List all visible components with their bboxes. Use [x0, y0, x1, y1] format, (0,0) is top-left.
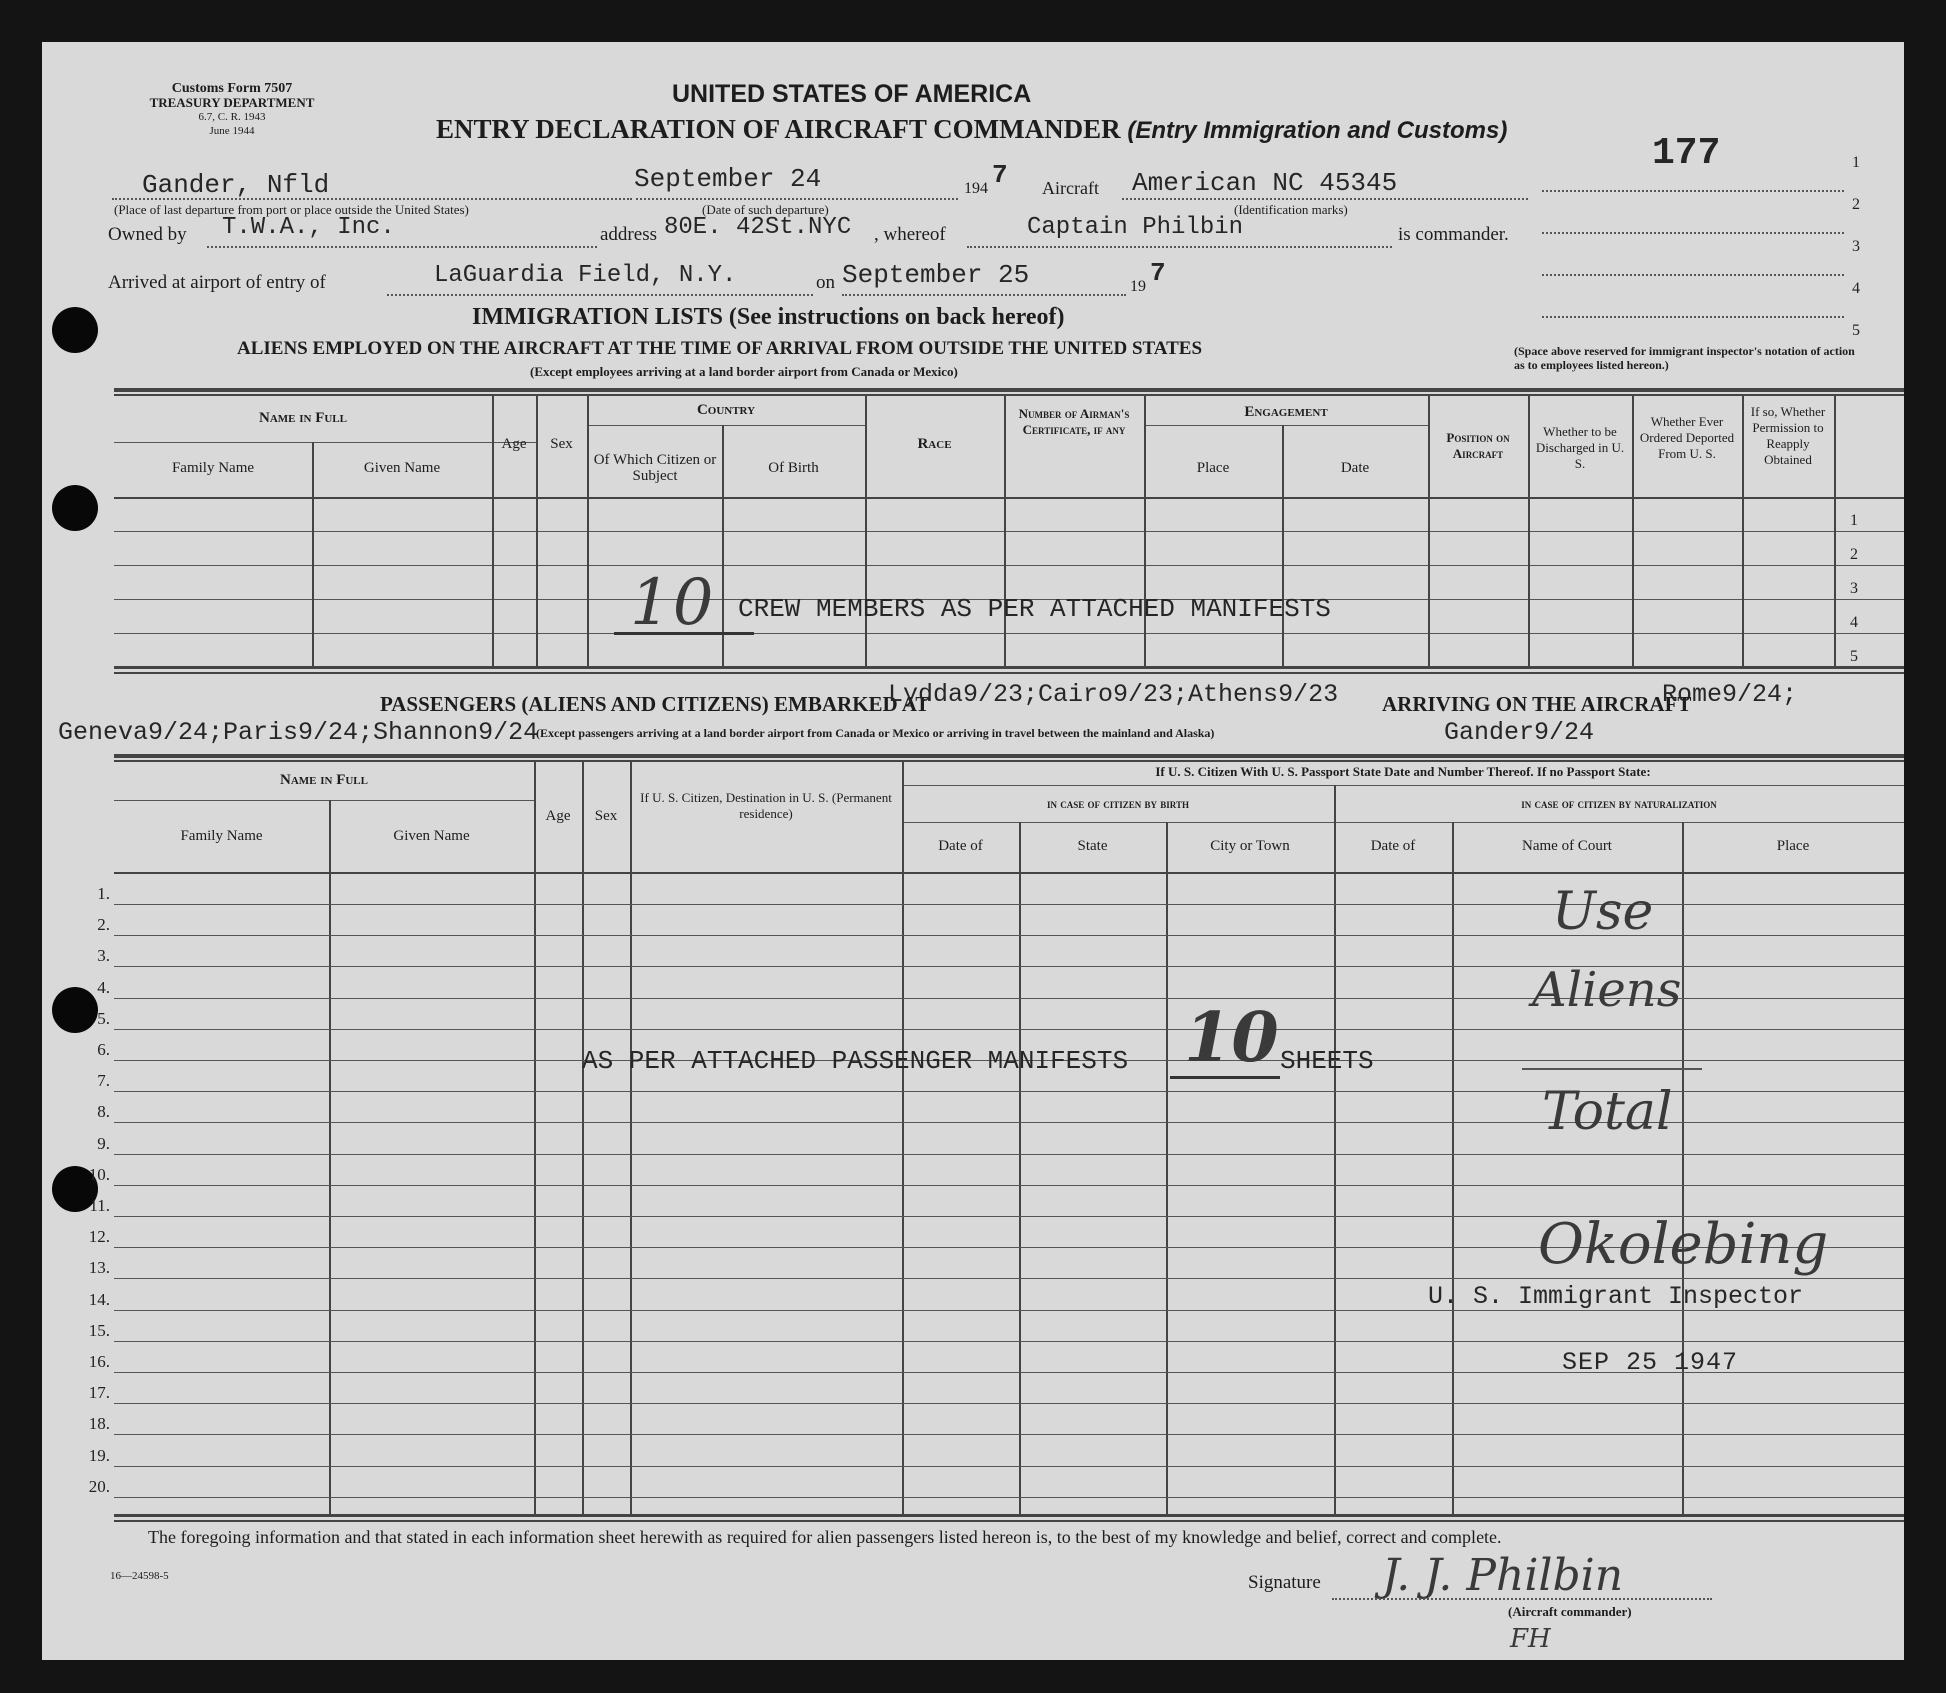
table-rule	[865, 394, 867, 666]
passenger-row-line	[114, 1466, 1904, 1467]
annotation-use: Use	[1552, 882, 1654, 942]
table-rule	[329, 800, 331, 1514]
col-age: Age	[501, 436, 527, 452]
row-number: 3	[1850, 580, 1858, 597]
table-rule	[587, 425, 865, 426]
row-number: 5	[1850, 648, 1858, 665]
country-title: UNITED STATES OF AMERICA	[672, 80, 1032, 108]
annotation-total: Total	[1542, 1082, 1673, 1142]
form-sheet	[42, 42, 1904, 1660]
col-eng-date: Date	[1340, 460, 1370, 476]
passenger-row-number: 13.	[88, 1258, 110, 1277]
immigration-subtitle: ALIENS EMPLOYED ON THE AIRCRAFT AT THE TIME OF ARRIVAL FROM OUTSIDE THE UNITED STATES	[237, 338, 1203, 359]
pcol-place: Place	[1776, 838, 1810, 854]
passenger-row-number: 16.	[88, 1352, 110, 1371]
passenger-row-number: 8.	[97, 1102, 110, 1121]
departure-date-line	[636, 198, 958, 200]
sheet-count: 10	[1184, 998, 1279, 1078]
signature-label: Signature	[1248, 1572, 1321, 1593]
passenger-row-line	[114, 1403, 1904, 1404]
sheets-label: SHEETS	[1280, 1046, 1374, 1076]
form-title	[436, 114, 1507, 145]
margin-number: 3	[1852, 238, 1860, 255]
table-rule	[114, 497, 1904, 499]
pcol-name-in-full: Name in Full	[279, 772, 368, 788]
passenger-row-number: 19.	[88, 1446, 110, 1465]
passenger-row-number: 17.	[88, 1383, 110, 1402]
passenger-row-number: 2.	[97, 915, 110, 934]
commander-suffix: is commander.	[1398, 224, 1509, 245]
table-rule	[114, 442, 536, 443]
aircraft-line	[1122, 198, 1528, 200]
on-label: on	[816, 272, 835, 293]
table-rule	[114, 800, 534, 801]
commander-signature: J. J. Philbin	[1382, 1550, 1624, 1601]
arrival-airport-line	[387, 294, 813, 296]
table-rule	[114, 1520, 1904, 1522]
passenger-row-number: 10.	[88, 1165, 110, 1184]
margin-number: 4	[1852, 280, 1860, 297]
table-rule	[534, 760, 536, 1514]
crew-count: 10	[630, 566, 716, 640]
punch-hole	[52, 307, 98, 353]
crew-count-underline	[614, 632, 754, 635]
departure-place-caption: (Place of last departure from port or place outside the United States)	[114, 202, 469, 217]
passengers-note: (Except passengers arriving at a land border airport from Canada or Mexico or arriving in travel between the mainland and Alaska)	[536, 726, 1215, 740]
aircraft-label: Aircraft	[1042, 178, 1099, 198]
passenger-row-number: 7.	[97, 1071, 110, 1090]
passenger-row-line	[114, 1185, 1904, 1186]
form-title-main: ENTRY DECLARATION OF AIRCRAFT COMMANDER	[436, 114, 1121, 144]
arrival-date-line	[842, 294, 1126, 296]
sheet-count-underline	[1170, 1076, 1280, 1079]
passenger-row-number: 1.	[97, 884, 110, 903]
passenger-row-line	[114, 1029, 1904, 1030]
owned-by-label: Owned by	[108, 224, 187, 245]
col-position: Position on Aircraft	[1446, 430, 1510, 461]
form-id-block	[102, 82, 362, 138]
table-rule	[587, 394, 589, 666]
table-rule	[1144, 394, 1146, 666]
whereof-label: , whereof	[874, 224, 946, 245]
table-rule	[1452, 822, 1454, 1514]
inspector-space-line	[1542, 274, 1844, 276]
margin-number: 2	[1852, 196, 1860, 213]
passenger-row-number: 6.	[97, 1040, 110, 1059]
pcol-date-of: Date of	[938, 838, 983, 854]
owner-address: 80E. 42St.NYC	[664, 214, 852, 241]
passenger-row-line	[114, 1278, 1904, 1279]
inspector-space-line	[1542, 232, 1844, 234]
pcol-sex: Sex	[594, 808, 618, 824]
table-rule	[114, 872, 1904, 874]
row-number: 2	[1850, 546, 1858, 563]
passenger-row-number: 14.	[88, 1290, 110, 1309]
owner-name: T.W.A., Inc.	[222, 214, 395, 241]
passenger-row-number: 3.	[97, 946, 110, 965]
pcol-by-birth: in case of citizen by birth	[1047, 796, 1189, 811]
passenger-row-line	[114, 1434, 1904, 1435]
table-rule	[114, 760, 1904, 762]
table-rule	[1428, 394, 1430, 666]
signature-caption: (Aircraft commander)	[1508, 1604, 1632, 1619]
inspector-note: (Space above reserved for immigrant inspector's notation of action as to employees listed hereon.)	[1514, 344, 1855, 372]
col-country: Country	[696, 402, 756, 418]
table-rule	[1019, 822, 1021, 1514]
passenger-row-number: 4.	[97, 978, 110, 997]
commander-name: Captain Philbin	[1027, 214, 1244, 241]
arrival-airport: LaGuardia Field, N.Y.	[434, 262, 737, 289]
pcol-court: Name of Court	[1522, 838, 1612, 854]
annotation-underline	[1522, 1068, 1702, 1070]
table-rule	[114, 388, 1904, 392]
table-rule	[902, 822, 1904, 823]
col-eng-place: Place	[1196, 460, 1230, 476]
punch-hole	[52, 485, 98, 531]
owner-line	[207, 246, 597, 248]
pcol-passport: If U. S. Citizen With U. S. Passport State Date and Number Thereof. If no Passport State:	[1155, 764, 1651, 779]
annotation-aliens: Aliens	[1532, 962, 1682, 1018]
passenger-row-line	[114, 1154, 1904, 1155]
commander-line	[967, 246, 1392, 248]
immigration-title: IMMIGRATION LISTS (See instructions on back hereof)	[472, 304, 1065, 330]
table-rule	[1682, 822, 1684, 1514]
table-rule	[1004, 394, 1006, 666]
table-rule	[114, 394, 1904, 396]
route-line-1-end: Rome9/24;	[1662, 680, 1798, 709]
form-date: June 1944	[209, 125, 255, 137]
pcol-state: State	[1077, 838, 1108, 854]
table-rule	[114, 672, 1904, 674]
table-rule	[114, 531, 1904, 532]
col-deported: Whether Ever Ordered Deported From U. S.	[1639, 414, 1735, 461]
passenger-row-number: 18.	[88, 1414, 110, 1433]
passenger-row-number: 20.	[88, 1477, 110, 1496]
passenger-row-line	[114, 1341, 1904, 1342]
margin-number: 5	[1852, 322, 1860, 339]
arrival-year-digit: 7	[1150, 258, 1166, 288]
col-given-name: Given Name	[363, 460, 441, 476]
arrival-date: September 25	[842, 260, 1030, 290]
margin-number: 1	[1852, 154, 1860, 171]
col-permission: If so, Whether Permission to Reapply Obtained	[1750, 404, 1826, 467]
table-rule	[1334, 785, 1336, 1514]
passenger-row-line	[114, 1497, 1904, 1498]
table-rule	[582, 760, 584, 1514]
address-label: address	[600, 224, 657, 245]
table-rule	[492, 394, 494, 666]
col-name-in-full: Name in Full	[258, 410, 347, 426]
initials: FH	[1510, 1624, 1551, 1654]
form-title-paren: (Entry Immigration and Customs)	[1127, 117, 1508, 144]
table-rule	[114, 565, 1904, 566]
passengers-title: PASSENGERS (ALIENS AND CITIZENS) EMBARKED AT	[380, 692, 930, 716]
footer-code: 16—24598-5	[110, 1570, 169, 1582]
col-family-name: Family Name	[171, 460, 255, 476]
passenger-row-number: 5.	[97, 1009, 110, 1028]
table-rule	[114, 633, 1904, 634]
signature-line	[1332, 1598, 1712, 1600]
crew-text: CREW MEMBERS AS PER ATTACHED MANIFESTS	[738, 594, 1331, 624]
passenger-row-number: 11.	[89, 1196, 110, 1215]
aircraft-caption: (Identification marks)	[1234, 202, 1348, 217]
aircraft-marks: American NC 45345	[1132, 168, 1398, 198]
row-number: 1	[1850, 512, 1858, 529]
declaration-number: 177	[1652, 132, 1721, 175]
inspector-signature: Okolebing	[1538, 1212, 1829, 1277]
departure-place-line	[112, 198, 632, 200]
pcol-age: Age	[545, 808, 571, 824]
departure-date: September 24	[634, 164, 822, 194]
col-engagement: Engagement	[1244, 404, 1328, 420]
col-discharged: Whether to be Discharged in U. S.	[1535, 424, 1625, 471]
arrived-label: Arrived at airport of entry of	[108, 272, 326, 293]
inspector-space-line	[1542, 316, 1844, 318]
row-number: 4	[1850, 614, 1858, 631]
table-rule	[1834, 394, 1836, 666]
form-number: Customs Form 7507	[171, 81, 293, 96]
inspector-title: U. S. Immigrant Inspector	[1428, 1282, 1804, 1311]
departure-year-digit: 7	[992, 160, 1008, 190]
pcol-date-of-nat: Date of	[1370, 838, 1416, 854]
table-rule	[114, 666, 1904, 669]
table-rule	[114, 1514, 1904, 1517]
passengers-title-trail: ARRIVING ON THE AIRCRAFT	[1382, 692, 1692, 716]
col-citizen-of: Of Which Citizen or Subject	[593, 452, 717, 484]
arrival-year-prefix: 19	[1130, 278, 1146, 295]
passenger-row-number: 9.	[97, 1134, 110, 1153]
route-line-2-start: Geneva9/24;Paris9/24;Shannon9/24	[58, 718, 539, 747]
table-rule	[902, 785, 1904, 786]
pcol-city: City or Town	[1210, 838, 1290, 854]
table-rule	[902, 760, 904, 1514]
col-airman-cert: Number of Airman's Certificate, if any	[1018, 406, 1130, 437]
table-rule	[1144, 425, 1428, 426]
departure-year-prefix: 194	[964, 180, 988, 197]
form-regulation: 6.7, C. R. 1943	[198, 111, 266, 123]
table-rule	[630, 760, 632, 1514]
departure-place: Gander, Nfld	[142, 170, 330, 200]
declaration-text: The foregoing information and that stated in each information sheet herewith as required for alien passengers listed hereon is, to the best of my knowledge and belief, correct and complete.	[148, 1527, 1502, 1547]
passenger-row-number: 12.	[88, 1227, 110, 1246]
pcol-family-name: Family Name	[180, 828, 263, 844]
table-rule	[114, 754, 1904, 758]
col-sex: Sex	[550, 436, 573, 452]
route-line-2-end: Gander9/24	[1444, 718, 1595, 747]
table-rule	[1166, 822, 1168, 1514]
immigration-subtitle-note: (Except employees arriving at a land border airport from Canada or Mexico)	[530, 364, 958, 379]
inspector-stamp-date: SEP 25 1947	[1562, 1348, 1739, 1377]
form-department: TREASURY DEPARTMENT	[149, 95, 315, 110]
route-line-1: Lydda9/23;Cairo9/23;Athens9/23	[888, 680, 1339, 709]
departure-date-caption: (Date of such departure)	[702, 202, 829, 217]
pcol-given-name: Given Name	[393, 828, 470, 844]
passenger-row-number: 15.	[88, 1321, 110, 1340]
table-rule	[536, 394, 538, 666]
inspector-space-line	[1542, 190, 1844, 192]
manifest-text: AS PER ATTACHED PASSENGER MANIFESTS	[582, 1046, 1129, 1076]
pcol-destination: If U. S. Citizen, Destination in U. S. (Permanent residence)	[640, 790, 892, 821]
col-of-birth: Of Birth	[768, 460, 819, 476]
pcol-by-naturalization: in case of citizen by naturalization	[1521, 796, 1717, 811]
col-race: Race	[917, 436, 952, 452]
